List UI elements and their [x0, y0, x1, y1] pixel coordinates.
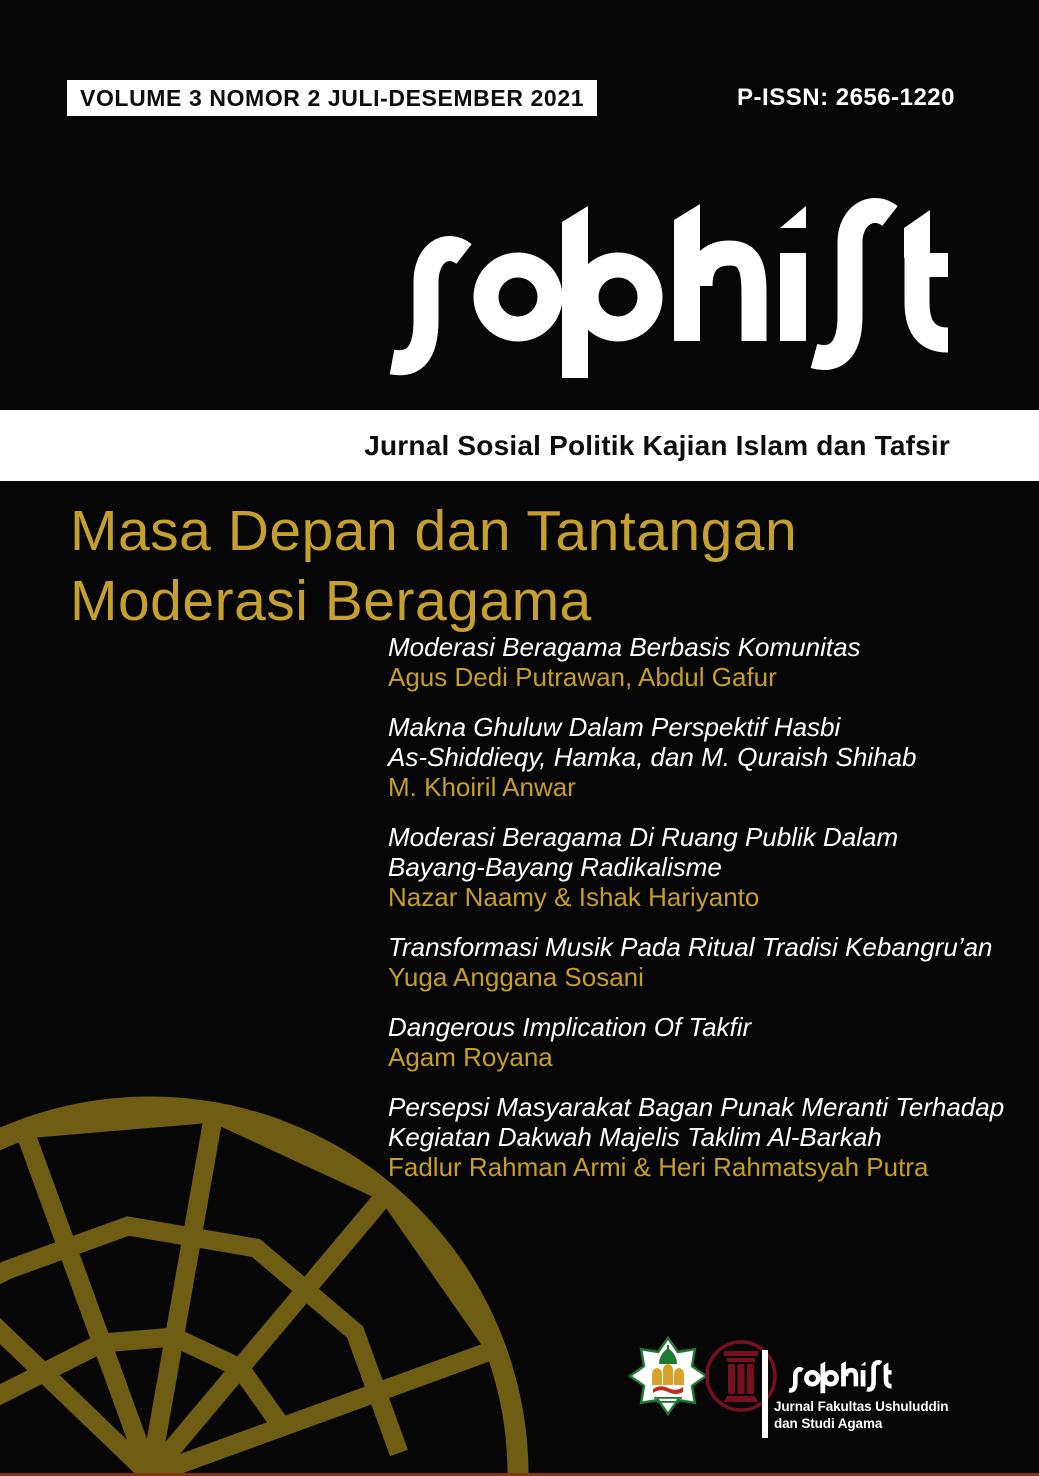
sophist-wordmark-icon	[388, 198, 948, 393]
footer-divider-bar	[762, 1350, 768, 1438]
article-title-line: Dangerous Implication Of Takfir	[388, 1012, 752, 1042]
article-authors: Agus Dedi Putrawan, Abdul Gafur	[388, 662, 777, 692]
article-authors: Fadlur Rahman Armi & Heri Rahmatsyah Putra	[388, 1152, 929, 1182]
tagline-band	[0, 410, 1039, 481]
sophist-wordmark-small-icon	[788, 1360, 892, 1396]
article-title-line: Moderasi Beragama Berbasis Komunitas	[388, 632, 861, 662]
volume-box	[67, 80, 597, 116]
journal-logo	[388, 198, 948, 393]
article-title-line: Makna Ghuluw Dalam Perspektif Hasbi	[388, 712, 841, 742]
article-title-line: Persepsi Masyarakat Bagan Punak Meranti Terhadap	[388, 1092, 1005, 1122]
publisher-line-2: dan Studi Agama	[774, 1416, 883, 1431]
article-authors: M. Khoiril Anwar	[388, 772, 576, 802]
article-title-line: Bayang-Bayang Radikalisme	[388, 852, 722, 882]
theme-title-line-2: Moderasi Beragama	[70, 569, 592, 633]
article-title-line: As-Shiddieqy, Hamka, dan M. Quraish Shihab	[388, 742, 917, 772]
theme-title	[70, 496, 797, 636]
geometric-dome-ornament-icon	[0, 1055, 565, 1476]
article-authors: Nazar Naamy & Ishak Hariyanto	[388, 882, 760, 912]
article-title-line: Kegiatan Dakwah Majelis Taklim Al-Barkah	[388, 1122, 882, 1152]
journal-tagline: Jurnal Sosial Politik Kajian Islam dan Tafsir	[364, 429, 950, 461]
publisher-name	[774, 1398, 948, 1432]
article-authors: Yuga Anggana Sosani	[388, 962, 644, 992]
footer-journal-logo	[788, 1360, 892, 1396]
publisher-line-1: Jurnal Fakultas Ushuluddin	[774, 1399, 949, 1414]
article-title-line: Transformasi Musik Pada Ritual Tradisi Kebangru’an	[388, 932, 993, 962]
article-entry	[388, 932, 1028, 992]
theme-title-line-1: Masa Depan dan Tantangan	[70, 499, 798, 563]
article-title-line: Moderasi Beragama Di Ruang Publik Dalam	[388, 822, 899, 852]
article-entry	[388, 822, 1028, 912]
article-entry	[388, 632, 1028, 692]
article-authors: Agam Royana	[388, 1042, 553, 1072]
issn-label: P-ISSN: 2656-1220	[737, 84, 955, 111]
university-emblem-icon	[630, 1338, 706, 1414]
volume-label: VOLUME 3 NOMOR 2 JULI-DESEMBER 2021	[80, 84, 585, 111]
article-entry	[388, 712, 1028, 802]
